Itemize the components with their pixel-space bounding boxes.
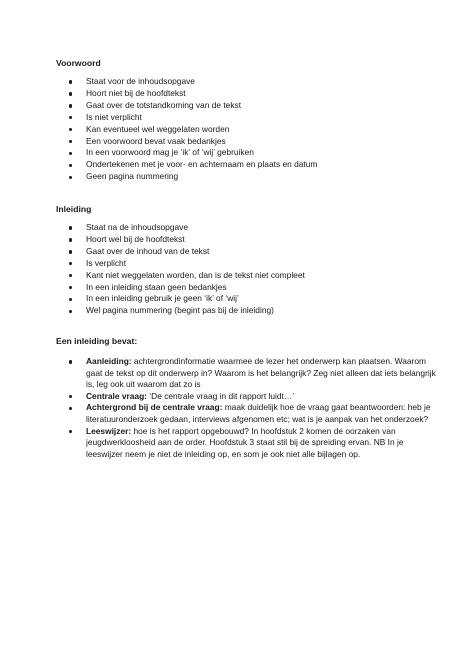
list-item	[56, 222, 436, 234]
section-inleiding	[56, 203, 436, 317]
bullet-icon	[69, 286, 72, 289]
list-inleiding	[56, 222, 436, 317]
list-item	[56, 402, 436, 425]
bullet-icon	[69, 274, 72, 277]
bullet-icon	[69, 104, 72, 107]
list-item-term: Leeswijzer:	[86, 425, 132, 436]
list-item	[56, 258, 436, 270]
list-item-text: In een voorwoord mag je ‘ik’ of ‘wij’ gebruiken	[86, 147, 254, 158]
bullet-icon	[69, 360, 72, 363]
list-item	[56, 293, 436, 305]
list-item	[56, 356, 436, 391]
bullet-icon	[69, 116, 72, 119]
list-item-text: In een inleiding gebruik je geen ‘ik’ of ‘wij’	[86, 293, 239, 304]
section-voorwoord	[56, 57, 436, 183]
list-item-text: Kant niet weggelaten worden, dan is de tekst niet compleet	[86, 269, 305, 280]
bullet-icon	[69, 176, 72, 179]
list-item-text: Ondertekenen met je voor- en achternaam en plaats en datum	[86, 159, 318, 170]
list-item	[56, 100, 436, 112]
list-item	[56, 305, 436, 317]
bullet-icon	[69, 164, 72, 167]
list-item-text: Geen pagina nummering	[86, 171, 179, 182]
list-item	[56, 159, 436, 171]
list-inleiding-bevat	[56, 356, 436, 460]
list-item-text: maak duidelijk hoe de vraag gaat beantwoorden: heb je literatuuronderzoek gedaan, interviews afgenomen etc; wat is je aanpak van het onderzoek?	[86, 402, 431, 424]
list-item-text: Is niet verplicht	[86, 111, 142, 122]
list-item-text: Wel pagina nummering (begint pas bij de inleiding)	[86, 305, 274, 316]
list-item-text: achtergrondinformatie waarmee de lezer het onderwerp kan plaatsen. Waarom gaat de tekst op dit onderwerp in? Waarom is het belangrijk? Zeg niet alleen dat iets belangrijk is, leg ook uit waarom dat zo is	[86, 356, 436, 390]
bullet-icon	[69, 250, 72, 253]
heading-inleiding: Inleiding	[56, 204, 92, 214]
list-item	[56, 112, 436, 124]
bullet-icon	[69, 238, 72, 241]
list-item-text: Hoort niet bij de hoofdtekst	[86, 87, 186, 98]
bullet-icon	[69, 140, 72, 143]
list-item	[56, 147, 436, 159]
list-item-text: Staat na de inhoudsopgave	[86, 222, 188, 232]
bullet-icon	[69, 262, 72, 265]
list-item	[56, 426, 436, 461]
list-item-text: Is verplicht	[86, 257, 127, 268]
list-item	[56, 234, 436, 246]
list-item	[56, 246, 436, 258]
list-item	[56, 124, 436, 136]
list-item-text: Een voorwoord bevat vaak bedankjes	[86, 135, 226, 146]
list-item	[56, 136, 436, 148]
bullet-icon	[69, 80, 72, 83]
bullet-icon	[69, 128, 72, 131]
list-item	[56, 171, 436, 183]
list-item-term: Aanleiding:	[86, 356, 132, 366]
list-voorwoord	[56, 76, 436, 183]
bullet-icon	[69, 298, 72, 301]
list-item-text: Gaat over de inhoud van de tekst	[86, 245, 210, 256]
list-item	[56, 88, 436, 100]
heading-voorwoord: Voorwoord	[56, 58, 101, 68]
list-item	[56, 270, 436, 282]
section-inleiding-bevat	[56, 335, 436, 460]
list-item-text: Gaat over de totstandkoming van de tekst	[86, 99, 242, 110]
list-item-term: Achtergrond bij de centrale vraag:	[86, 402, 223, 413]
list-item-text: hoe is het rapport opgebouwd? In hoofdstuk 2 komen de oorzaken van jeugdwerkloosheid aan de order. Hoofdstuk 3 staat stil bij de spreiding ervan. NB In je leeswijzer neem je niet de inleiding op, en som je ook niet alle bijlagen op.	[86, 425, 404, 459]
bullet-icon	[69, 152, 72, 155]
list-item-text: ‘De centrale vraag in dit rapport luidt…’	[146, 390, 295, 401]
list-item-text: In een inleiding staan geen bedankjes	[86, 281, 227, 292]
bullet-icon	[69, 310, 72, 313]
list-item-term: Centrale vraag:	[86, 390, 147, 401]
bullet-icon	[69, 395, 72, 398]
bullet-icon	[69, 92, 72, 95]
list-item	[56, 391, 436, 403]
bullet-icon	[69, 407, 72, 410]
list-item	[56, 282, 436, 294]
list-item-text: Staat voor de inhoudsopgave	[86, 76, 195, 86]
list-item-text: Hoort wel bij de hoofdtekst	[86, 233, 185, 244]
bullet-icon	[69, 226, 72, 229]
list-item	[56, 76, 436, 88]
list-item-text: Kan eventueel wel weggelaten worden	[86, 123, 230, 134]
heading-inleiding-bevat: Een inleiding bevat:	[56, 336, 138, 346]
bullet-icon	[69, 430, 72, 433]
